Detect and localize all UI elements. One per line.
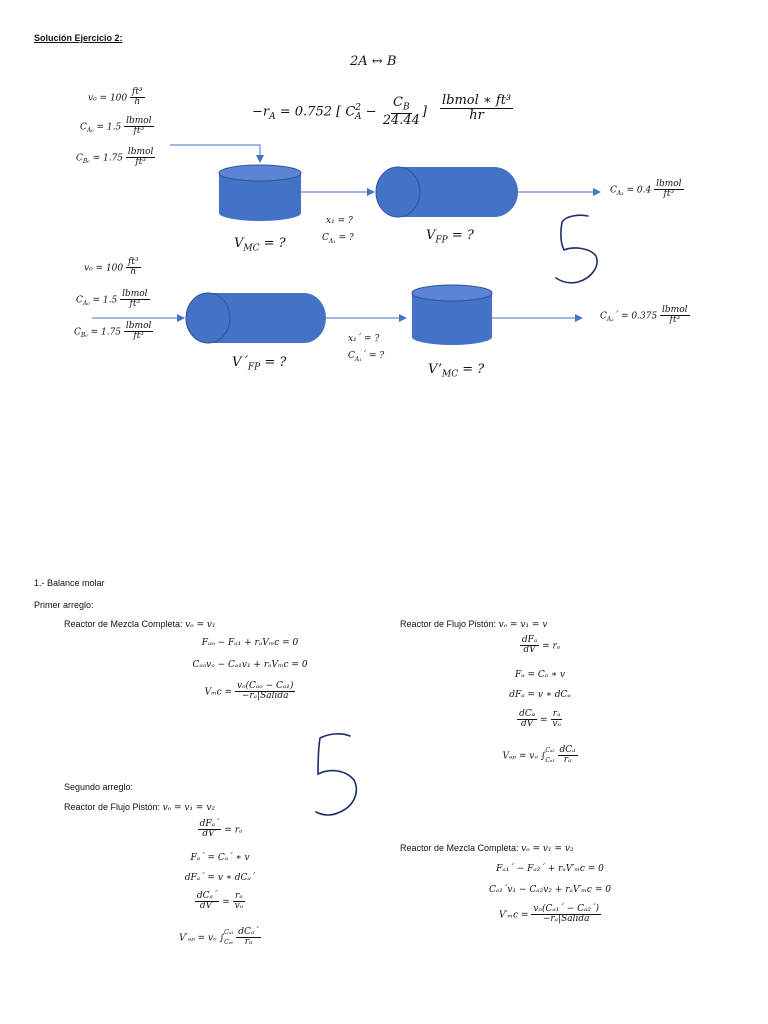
fp1-eq1: $\frac{\text{dFₐ}}{dV}$ = rₐ	[521, 635, 561, 656]
fp2-eq3: dFₐ´ = v ∗ dCₐ´	[184, 873, 256, 883]
second-arrangement-heading: Segundo arreglo:	[64, 782, 134, 792]
arr2-vmc-label: $V’_{MC}$ = ?	[428, 362, 485, 380]
fp2-eq2: Fₐ´ = Cₐ´ ∗ v	[190, 853, 250, 863]
arr2-mc-reactor	[412, 285, 492, 345]
arr2-x1: x₁´ = ?	[348, 334, 380, 344]
arr1-x1: x₁ = ?	[326, 216, 353, 226]
arr1-vfp-label: $V_{FP}$ = ?	[426, 228, 474, 246]
fp2-eq4: $\frac{\text{dCₐ´}}{dV'}$ = $\frac{\text{rₐ}}{\text{vₒ}}$	[196, 891, 244, 912]
mc2-heading: Reactor de Mezcla Completa: vₒ = v₁ = v₂	[400, 843, 574, 854]
arr2-ca1: $C_{A_1}´$ = ?	[348, 351, 385, 363]
handwritten-mark-1	[556, 215, 597, 283]
handwritten-mark-2	[316, 734, 356, 815]
arr1-ca1: $C_{A_1}$ = ?	[322, 233, 354, 245]
arr1-mc-reactor	[219, 165, 301, 221]
feed1-line	[170, 145, 260, 162]
rate-law: $-r_A = 0.752$ [ $C^2_A$ − $\frac{C_B}{24.44}$ ]	[252, 95, 427, 129]
fp1-heading: Reactor de Flujo Pistón: vₒ = v₁ = v	[400, 619, 548, 630]
fp2-eq1: $\frac{\text{dFₐ´}}{dV'}$ = rₐ	[199, 819, 243, 840]
section-heading: 1.- Balance molar	[34, 578, 105, 588]
fp1-eq3: dFₐ = v ∗ dCₐ	[509, 690, 571, 700]
fp1-eq5: Vₔₚ = vₒ ∫ Cₐ₂ Cₐ₁ $\frac{\text{dCₐ}}{\text{rₐ}}$	[502, 745, 576, 766]
feed2-v0: v₀ = 100 $\frac{\text{ft³}}{h}$	[84, 257, 139, 278]
mc1-heading: Reactor de Mezcla Completa: vₒ = v₁	[64, 619, 216, 630]
fp1-eq4: $\frac{\text{dCₐ}}{dV}$ = $\frac{\text{rₐ}}{\text{vₒ}}$	[519, 709, 561, 730]
mc1-eq3: Vₘc = $\frac{\text{vₒ(Cₐₒ − Cₐ₁)}}{\text{−rₐ|Salida}}$	[204, 681, 294, 702]
arr1-fp-reactor	[376, 167, 518, 217]
mc2-eq1: Fₐ₁´ − Fₐ₂´ + rₐV′ₘc = 0	[496, 864, 604, 874]
feed1-v0: v₀ = 100 $\frac{\text{ft³}}{h}$	[88, 87, 143, 108]
rate-units: $\frac{\text{lbmol ∗ ft³}}{hr}$	[442, 93, 512, 123]
feed1-cb0: $C_{B_0} = 1.75$ $\frac{\text{lbmol}}{\text{ft³}}$	[76, 147, 154, 168]
fp1-eq2: Fₐ = Cₐ ∗ v	[514, 670, 566, 680]
first-arrangement-heading: Primer arreglo:	[34, 600, 94, 610]
arr1-outlet-conc: $C_{A_2} = 0.4$ $\frac{\text{lbmol}}{\text{ft³}}$	[610, 179, 682, 200]
arr2-outlet-conc: $C_{A_2}´ = 0.375$ $\frac{\text{lbmol}}{\text{ft³}}$	[600, 305, 688, 326]
mc1-eq2: Cₐₒvₒ − Cₐ₁v₁ + rₐVₘc = 0	[192, 660, 308, 670]
fp2-heading: Reactor de Flujo Pistón: vₒ = v₁ = v₂	[64, 802, 216, 813]
feed2-cb0: $C_{B_0} = 1.75$ $\frac{\text{lbmol}}{\text{ft³}}$	[74, 321, 152, 342]
fp2-eq5: V′ₔₚ = vₒ ∫ Cₐ₁ Cₐ₀ $\frac{\text{dCₐ´}}{\text{rₐ}}$	[179, 927, 259, 948]
feed2-ca0: $C_{A_0} = 1.5$ $\frac{\text{lbmol}}{\text{ft³}}$	[76, 289, 148, 310]
reaction-equation: 2A ↔ B	[350, 54, 397, 69]
arr2-fp-reactor	[186, 293, 326, 343]
mc2-eq3: V′ₘc = $\frac{\text{vₒ(Cₐ₁´ − Cₐ₂´)}}{\text{−rₐ|Salida}}$	[499, 904, 599, 925]
feed1-ca0: $C_{A_0} = 1.5$ $\frac{\text{lbmol}}{\text{ft³}}$	[80, 116, 152, 137]
arr1-vmc-label: $V_{MC}$ = ?	[234, 236, 286, 254]
arr2-vfp-label: $V´_{FP}$ = ?	[232, 355, 287, 373]
page-title: Solución Ejercicio 2:	[34, 33, 123, 43]
mc2-eq2: Cₐ₁´v₁ − Cₐ₂v₂ + rₐV′ₘc = 0	[489, 885, 611, 895]
mc1-eq1: Fₐₒ − Fₐ₁ + rₐVₘc = 0	[201, 638, 299, 648]
